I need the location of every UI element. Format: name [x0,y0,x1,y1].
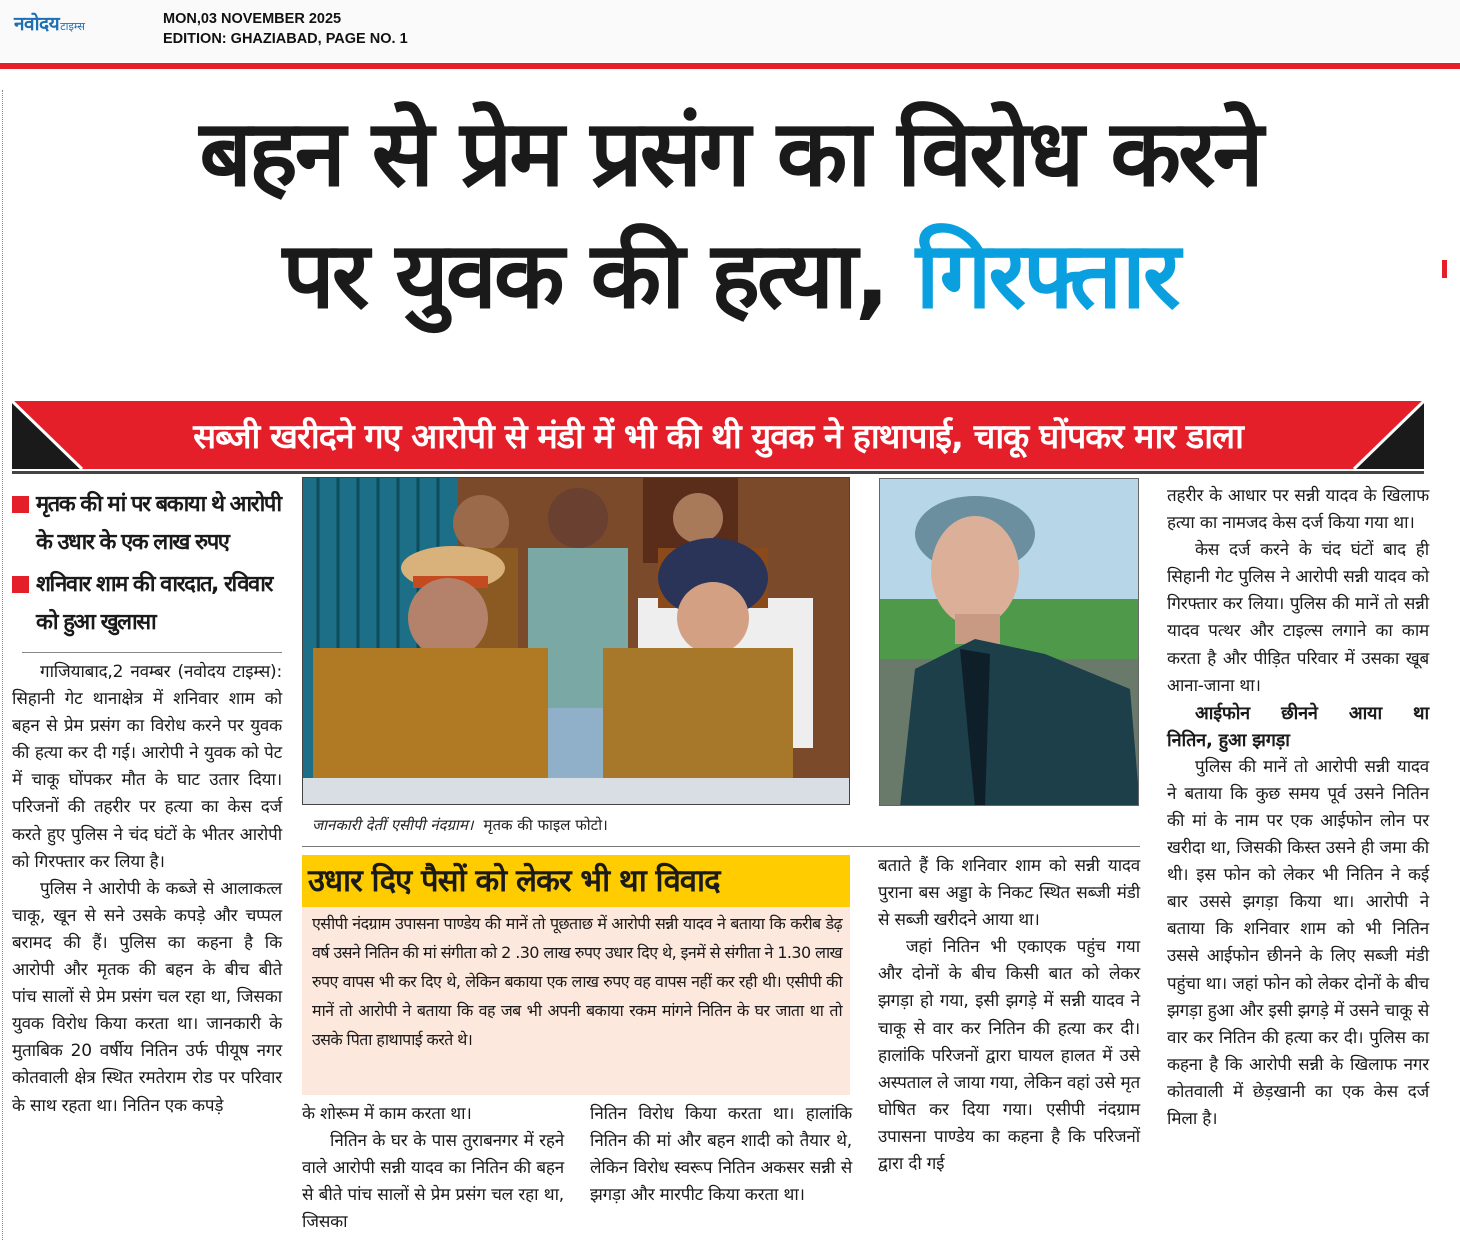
headline-line-2 [20,220,1440,332]
subhead-line-2: नितिन, हुआ झगड़ा [1167,729,1290,751]
highlight-text: मृतक की मां पर बकाया थे आरोपी के उधार के एक लाख रुपए [36,492,281,555]
article-body [12,659,282,1120]
page-left-border [2,90,3,1240]
masthead-divider [0,63,1460,69]
column-3 [878,853,1140,1178]
masthead-bar [0,0,1460,62]
edition-info [163,9,408,49]
paragraph: तहरीर के आधार पर सन्नी यादव के खिलाफ हत्या का नामजद केस दर्ज किया गया था। [1167,486,1429,534]
caption-press-photo: जानकारी देतीं एसीपी नंदग्राम। [312,816,474,834]
paragraph: पुलिस की मानें तो आरोपी सन्नी यादव ने बताया कि कुछ समय पूर्व उसने नितिन की मां के नाम पर एक आईफोन लोन पर खरीदा था, जिसकी किस्त उसने ही जमा की थी। इस फोन को लेकर भी नितिन ने कई बार उससे झगड़ा किया था। आरोपी ने बताया कि शनिवार शाम को भी नितिन उससे आईफोन छीनने के लिए सब्जी मंडी पहुंचा था। जहां फोन को लेकर दोनों के बीच झगड़ा हुआ और इसी झगड़े में उसने चाकू से वार कर नितिन की हत्या कर दी। पुलिस का कहना है कि आरोपी सन्नी के खिलाफ नगर कोतवाली में छेड़खानी का एक केस दर्ज मिला है। [1167,756,1429,1129]
main-headline [20,98,1440,332]
headline-accent-word: गिरफ्तार [915,222,1178,329]
paragraph: नितिन के घर के पास तुराबनगर में रहने वाले आरोपी सन्नी यादव का नितिन की बहन से बीते पांच सालों से प्रेम प्रसंग चल रहा था, जिसका [302,1131,564,1233]
boxed-story-body: एसीपी नंदग्राम उपासना पाण्डेय की मानें तो पूछताछ में आरोपी सन्नी यादव ने बताया कि करीब डेढ़ वर्ष उसने नितिन की मां संगीता को 2 .30 लाख रुपए उधार दिए थे, इनमें से संगीता ने 1.30 लाख रुपए वापस भी कर दिए थे, लेकिन बकाया एक लाख रुपए वह वापस नहीं कर रही थी। एसीपी की मानें तो आरोपी ने बताया कि वह जब भी अपनी बकाया रकम मांगने नितिन के घर जाता था तो उसके पिता हाथापाई करते थे। [302,907,850,1095]
column-divider [22,652,282,653]
paragraph: नितिन विरोध किया करता था। हालांकि नितिन की मां और बहन शादी को तैयार थे, लेकिन विरोध स्वरूप नितिन अकसर सन्नी से झगड़ा और मारपीट किया करता था। [590,1104,852,1206]
column-2b [590,1101,852,1209]
caption-divider [302,846,1140,847]
paragraph: पुलिस ने आरोपी के कब्जे से आलाकत्ल चाकू, खून से सने उसके कपड़े और चप्पल बरामद की हैं। पुलिस का कहना है कि आरोपी और मृतक की बहन के बीच बीते पांच सालों से प्रेम प्रसंग चल रहा था, जिसका युवक विरोध किया करता था। जानकारी के मुताबिक 20 वर्षीय नितिन उर्फ पीयूष नगर कोतवाली क्षेत्र स्थित रमतेराम रोड पर परिवार के साथ रहता था। नितिन एक कपड़े [12,878,282,1116]
column-4 [1167,483,1429,1133]
red-square-icon [12,496,29,513]
highlight-bullet [12,566,282,642]
paragraph: गाजियाबाद,2 नवम्बर (नवोदय टाइम्स): सिहानी गेट थानाक्षेत्र में शनिवार शाम को बहन से प्रेम प्रसंग का विरोध करने पर युवक की हत्या कर दी गई। आरोपी ने युवक को पेट में चाकू घोंपकर मौत के घाट उतार दिया। परिजनों की तहरीर पर हत्या का केस दर्ज करते हुए पुलिस ने चंद घंटों के भीतर आरोपी को गिरफ्तार कर लिया है। [12,662,282,872]
boxed-story-title: उधार दिए पैसों को लेकर भी था विवाद [302,855,850,907]
headline-line-1: बहन से प्रेम प्रसंग का विरोध करने [199,100,1261,207]
subheadline-ribbon [12,401,1424,469]
paragraph: जहां नितिन भी एकाएक पहुंच गया और दोनों के बीच किसी बात को लेकर झगड़ा हो गया, इसी झगड़े में सन्नी यादव ने चाकू से वार कर नितिन की हत्या कर दी। हालांकि परिजनों द्वारा घायल हालत में उसे अस्पताल ले जाया गया, लेकिन वहां उसे मृत घोषित कर दिया गया। एसीपी नंदग्राम उपासना पाण्डेय का कहना है कि परिजनों द्वारा दी गई [878,937,1140,1175]
press-conference-photo[interactable] [302,477,850,805]
paragraph: केस दर्ज करने के चंद घंटों बाद ही सिहानी गेट पुलिस ने आरोपी सन्नी यादव को गिरफ्तार कर लिया। पुलिस की मानें तो सन्नी यादव पत्थर और टाइल्स लगाने का काम करता है और पीड़ित परिवार में उसका खूब आना-जाना था। [1167,540,1429,696]
paragraph: बताते हैं कि शनिवार शाम को सन्नी यादव पुराना बस अड्डा के निकट स्थित सब्जी मंडी से सब्जी खरीदने आया था। [878,856,1140,931]
logo-sub-text: टाइम्स [60,20,85,33]
red-square-icon [12,576,29,593]
headline-line-2-text: पर युवक की हत्या, [282,222,887,329]
caption-file-photo: मृतक की फाइल फोटो। [483,816,608,834]
highlight-text: शनिवार शाम की वारदात, रविवार को हुआ खुलासा [36,572,272,635]
subhead-line-1: आईफोन छीनने आया था [1195,702,1429,724]
paragraph: के शोरूम में काम करता था। [302,1104,472,1124]
press-conference-image [303,478,850,805]
adjacent-article-edge [1442,260,1447,278]
column-1 [12,486,282,1120]
edition-page: EDITION: GHAZIABAD, PAGE NO. 1 [163,31,408,47]
newspaper-logo[interactable] [14,10,85,36]
highlight-bullet [12,486,282,562]
victim-portrait-image [880,479,1139,806]
victim-file-photo[interactable] [879,478,1139,806]
subheadline-text: सब्जी खरीदने गए आरोपी से मंडी में भी की थी युवक ने हाथापाई, चाकू घोंपकर मार डाला [193,417,1243,457]
column-2a [302,1101,564,1236]
logo-main-text: नवोदय [14,13,60,35]
publication-date: MON,03 NOVEMBER 2025 [163,11,342,27]
ribbon-underline [12,471,1424,474]
photo-caption [312,815,608,835]
